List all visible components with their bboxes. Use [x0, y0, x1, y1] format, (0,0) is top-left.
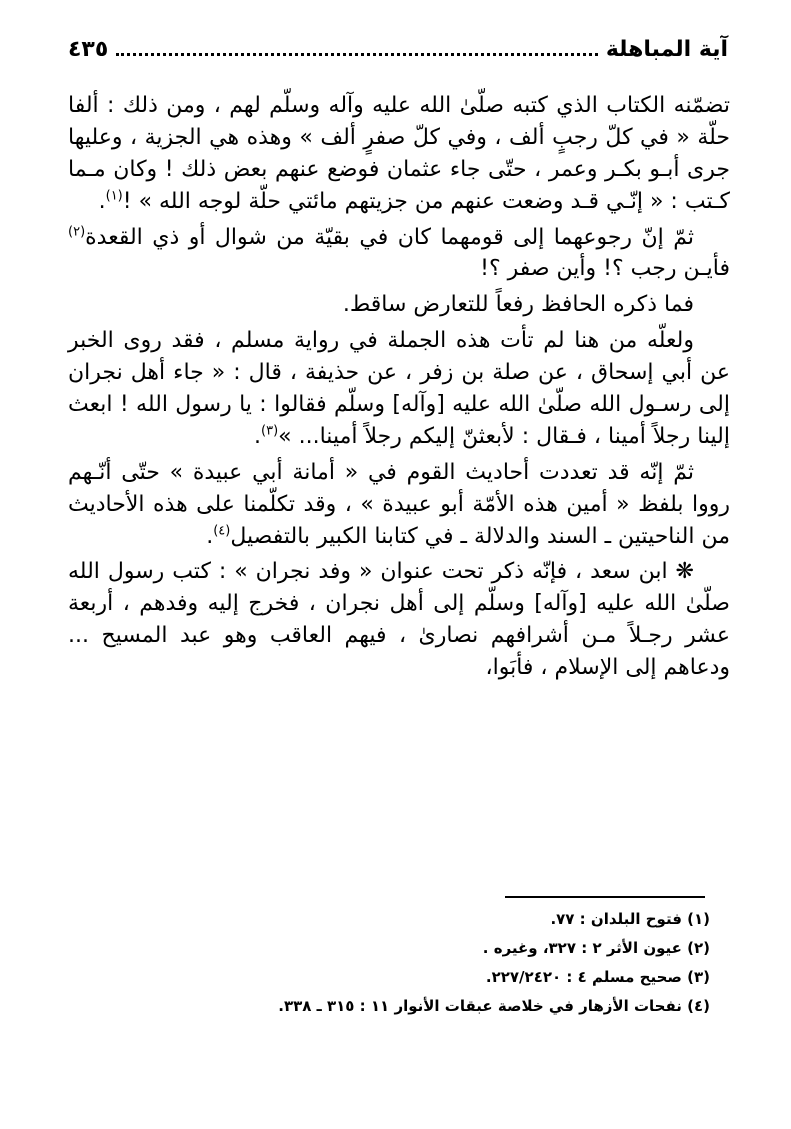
paragraph-5	[68, 457, 730, 553]
paragraph-6: ❋ ابن سعد ، فإنّه ذكر تحت عنوان « وفد نجران » : كتب رسول الله صلّىٰ الله عليه [وآله] وسلّم إلى أهل نجران ، فخرج إليه وفدهم ، أربعة عشر رجـلاً مـن أشرافهم نصارىٰ ، فيهم العاقب وهو عبد المسيح ... ودعاهم إلى الإسلام ، فأبَوا،	[68, 559, 730, 681]
paragraph-5-text: ثمّ إنّه قد تعددت أحاديث القوم في « أمانة أبي عبيدة » حتّى أنّـهم رووا بلفظ « أمين هذه الأمّة أبو عبيدة » ، وقد تكلّمنا على هذه الأحاديث من الناحيتين ـ السند والدلالة ـ في كتابنا الكبير بالتفصيل	[68, 459, 730, 549]
running-title: آية المباهلة	[605, 37, 728, 62]
footnote-ref-2: (٢)	[68, 224, 86, 240]
footnote-4: (٤) نفحات الأزهار في خلاصة عبقات الأنوار ١١ : ٣١٥ ـ ٣٣٨.	[278, 997, 710, 1015]
paragraph-4	[68, 325, 730, 453]
page-number: ٤٣٥	[68, 37, 109, 62]
paragraph-2	[68, 222, 730, 286]
paragraph-1-text: تضمّنه الكتاب الذي كتبه صلّىٰ الله عليه وآله وسلّم لهم ، ومن ذلك : ألفا حلّة « في كلّ رجبٍ ألف ، وفي كلّ صفرٍ ألف » وهذه هي الجزية ، وعليها جرى أبـو بكـر وعمر ، حتّى جاء عثمان فوضع عنهم بعض ذلك ! وكان مـما كـتب : « إنّـي قـد وضعت عنهم من جزيتهم مائتي حلّة لوجه الله » !	[68, 93, 730, 214]
footnote-ref-1: (١)	[105, 188, 123, 204]
footnote-ref-3: (٣)	[261, 423, 279, 439]
main-text	[68, 90, 730, 688]
footnote-1: (١) فتوح البلدان : ٧٧.	[550, 910, 710, 928]
footnotes	[68, 905, 710, 1021]
paragraph-2-end: فأيـن رجب ؟! وأين صفر ؟!	[480, 256, 730, 282]
footnote-ref-4: (٤)	[213, 523, 231, 539]
paragraph-4-text: ولعلّه من هنا لم تأت هذه الجملة في رواية مسلم ، فقد روى الخبر عن أبي إسحاق ، عن صلة بن زفر ، عن حذيفة ، قال : « جاء أهل نجران إلى رسـول الله صلّىٰ الله عليه [وآله] وسلّم فقالوا : يا رسول الله ! ابعث إلينا رجلاً أمينا ، فـقال : لأبعثنّ إليكم رجلاً أمينا... »	[68, 328, 730, 449]
paragraph-4-end: .	[254, 423, 262, 449]
paragraph-1	[68, 90, 730, 218]
footnote-3: (٣) صحيح مسلم ٤ : ٢٢٧/٢٤٢٠.	[485, 968, 710, 986]
page-header	[68, 30, 728, 62]
footnote-2: (٢) عيون الأثر ٢ : ٣٢٧، وغيره .	[482, 939, 710, 957]
paragraph-2-text: ثمّ إنّ رجوعهما إلى قومهما كان في بقيّة من شوال أو ذي القعدة	[85, 224, 694, 250]
paragraph-3: فما ذكره الحافظ رفعاً للتعارض ساقط.	[342, 292, 694, 318]
paragraph-1-end: .	[98, 188, 106, 214]
leader-dots	[116, 52, 598, 56]
paragraph-5-end: .	[206, 523, 214, 549]
footnote-separator	[505, 896, 705, 898]
